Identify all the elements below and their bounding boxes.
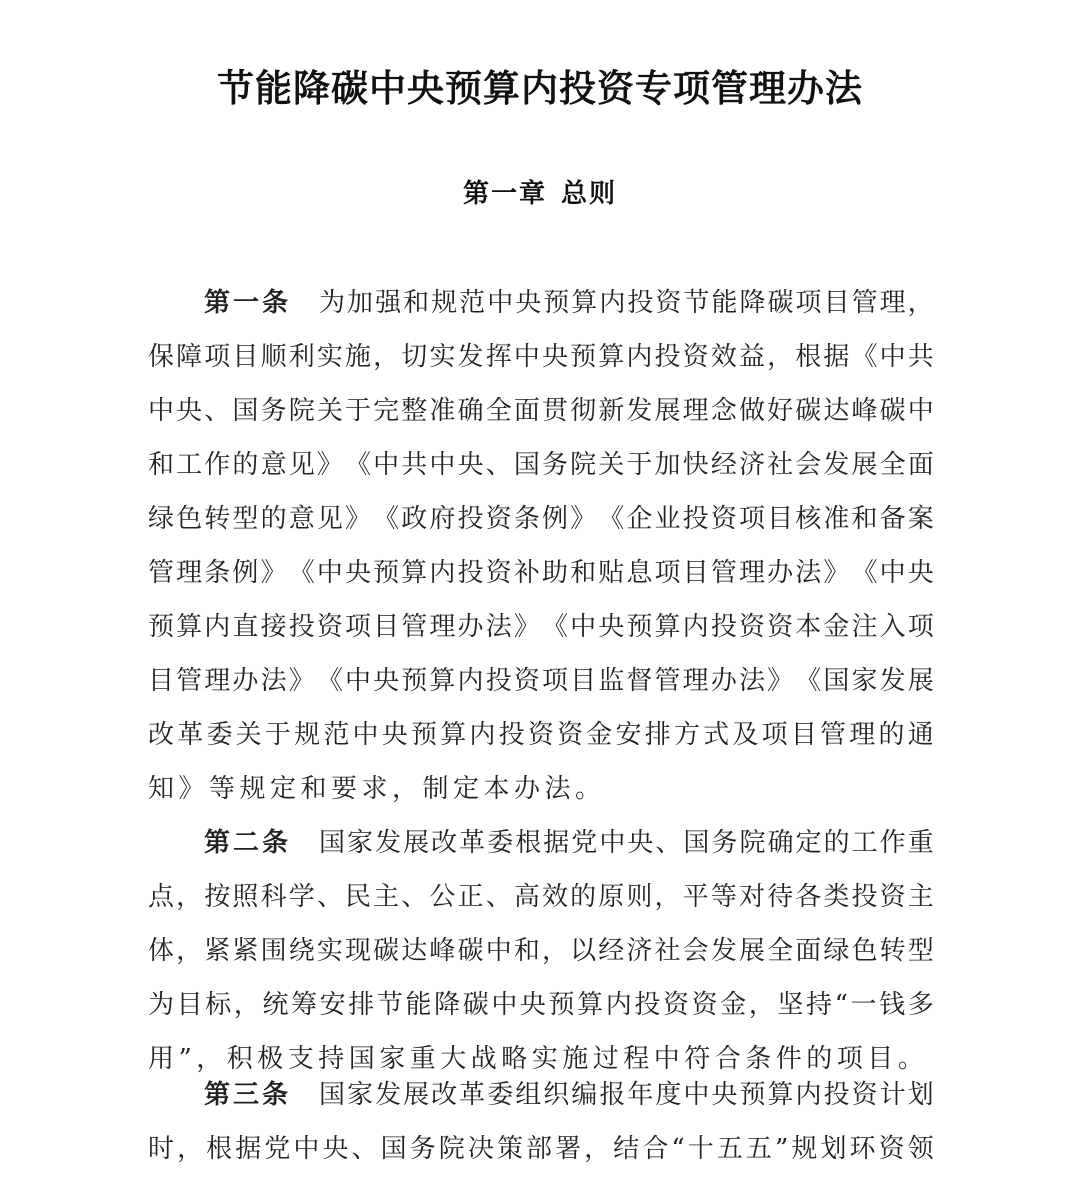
article-line-text: 点 ， 按 照 科 学 、 民 主 、 公 正 、 高 效 的 原 则 ， 平 等 对 待 各 类 投 资 主 bbox=[148, 882, 934, 912]
article-line-text: 目 管 理 办 法 》 《 中 央 预 算 内 投 资 项 目 监 督 管 理 办 法 》 《 国 家 发 展 bbox=[148, 666, 934, 696]
article-line-text: 时 ， 根 据 党 中 央 、 国 务 院 决 策 部 署 ， 结 合 “ 十 五 五 ” 规 划 环 资 领 bbox=[148, 1134, 934, 1164]
article-line-text: 知》等规定和要求，制定本办法。 bbox=[148, 774, 606, 804]
article-line-text: 预 算 内 直 接 投 资 项 目 管 理 办 法 》 《 中 央 预 算 内 投 资 资 本 金 注 入 项 bbox=[148, 612, 934, 642]
article-line bbox=[148, 1122, 934, 1176]
article-label: 第二条 bbox=[204, 828, 292, 858]
article-line-text: 绿 色 转 型 的 意 见 》 《 政 府 投 资 条 例 》 《 企 业 投 资 项 目 核 准 和 备 案 bbox=[148, 504, 934, 534]
chapter-heading bbox=[0, 173, 1080, 210]
article-line-text: 为 目 标 ， 统 筹 安 排 节 能 降 碳 中 央 预 算 内 投 资 资 金 ， 坚 持 “ 一 钱 多 bbox=[148, 990, 934, 1020]
article-line-text: 国 家 发 展 改 革 委 根 据 党 中 央 、 国 务 院 确 定 的 工 作 重 bbox=[319, 828, 934, 858]
article-line bbox=[148, 600, 934, 654]
article-line bbox=[148, 384, 934, 438]
article-line-text: 中 央 、 国 务 院 关 于 完 整 准 确 全 面 贯 彻 新 发 展 理 念 做 好 碳 达 峰 碳 中 bbox=[148, 396, 934, 426]
article-line bbox=[148, 276, 934, 330]
article-line bbox=[148, 762, 934, 816]
chapter-name: 总则 bbox=[561, 179, 618, 209]
document-title: 节能降碳中央预算内投资专项管理办法 bbox=[217, 66, 863, 110]
article-line-text: 体 ， 紧 紧 围 绕 实 现 碳 达 峰 碳 中 和 ， 以 经 济 社 会 发 展 全 面 绿 色 转 型 bbox=[148, 936, 934, 966]
article-line bbox=[148, 492, 934, 546]
article-line bbox=[148, 330, 934, 384]
article-line bbox=[148, 924, 934, 978]
article-line bbox=[148, 816, 934, 870]
article-line-text: 国 家 发 展 改 革 委 组 织 编 报 年 度 中 央 预 算 内 投 资 计 划 bbox=[319, 1080, 934, 1110]
article-line-text: 为 加 强 和 规 范 中 央 预 算 内 投 资 节 能 降 碳 项 目 管 理 ， bbox=[319, 288, 934, 318]
article-line bbox=[148, 978, 934, 1032]
article-line bbox=[148, 870, 934, 924]
chapter-number: 第一章 bbox=[462, 179, 547, 209]
article-label: 第三条 bbox=[204, 1080, 292, 1110]
article-line bbox=[148, 1068, 934, 1122]
article-line-text: 和 工 作 的 意 见 》 《 中 共 中 央 、 国 务 院 关 于 加 快 经 济 社 会 发 展 全 面 bbox=[148, 450, 934, 480]
article-line-text: 用”，积极支持国家重大战略实施过程中符合条件的项目。 bbox=[148, 1044, 929, 1074]
article-3 bbox=[148, 1068, 934, 1176]
article-line bbox=[148, 438, 934, 492]
article-line-text: 保 障 项 目 顺 利 实 施 ， 切 实 发 挥 中 央 预 算 内 投 资 效 益 ， 根 据 《 中 共 bbox=[148, 342, 934, 372]
article-2 bbox=[148, 816, 934, 1086]
article-line bbox=[148, 708, 934, 762]
article-label: 第一条 bbox=[204, 288, 292, 318]
article-line-text: 管 理 条 例 》 《 中 央 预 算 内 投 资 补 助 和 贴 息 项 目 管 理 办 法 》 《 中 央 bbox=[148, 558, 934, 588]
article-line-text: 改 革 委 关 于 规 范 中 央 预 算 内 投 资 资 金 安 排 方 式 及 项 目 管 理 的 通 bbox=[148, 720, 934, 750]
article-line bbox=[148, 654, 934, 708]
article-1 bbox=[148, 276, 934, 816]
article-line bbox=[148, 546, 934, 600]
